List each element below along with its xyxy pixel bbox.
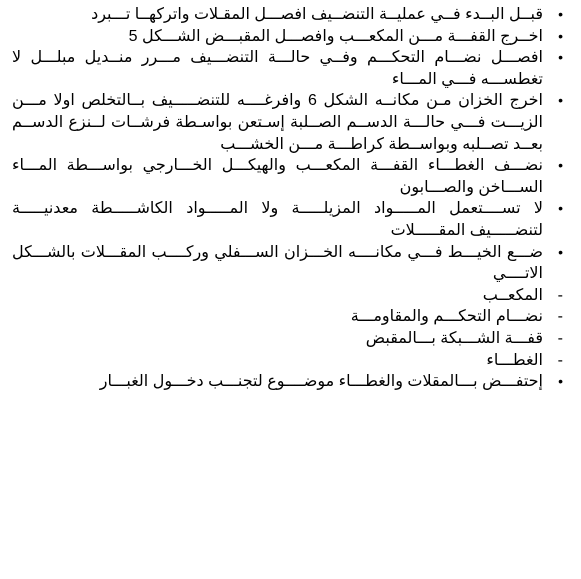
dash-marker: - xyxy=(557,286,563,304)
list-item-text: اخــرج القفـــة مـــن المكعـــب وافصـــل المقبـــض الشـــكل 5 xyxy=(128,27,543,45)
list-item xyxy=(12,242,563,285)
list-item-text: افصـــل نضـــام التحكـــم وفــي حالـــة التنضـــيف مـــرر منــديل مبلـــل لا تغطســـه فـــي المـــاء xyxy=(12,49,544,88)
sub-list-item xyxy=(12,350,563,372)
list-item xyxy=(12,198,563,241)
list-item-text: لا تســــتعمل المـــــواد المزيلـــــة ولا المـــــواد الكاشـــــطة معدنيـــــة لتنضـــــيف المقـــــلات xyxy=(12,200,543,239)
bullet-marker: • xyxy=(558,200,563,217)
bullet-marker: • xyxy=(558,157,563,174)
sub-list-item-text: قفـــة الشـــبكة بـــالمقبض xyxy=(365,329,543,347)
list-item-text: ضـــع الخيـــط فـــي مكانــــه الخـــزان الســـفلي وركــــب المقـــلات بالشـــكل الاتــــي xyxy=(12,243,543,283)
sub-list-item xyxy=(12,306,563,328)
list-item xyxy=(12,371,563,393)
list-item-text: إحتفـــض بـــالمقلات والغطـــاء موضــــوع لتجنـــب دخـــول الغبـــار xyxy=(99,373,543,391)
dash-marker: - xyxy=(557,351,563,369)
bullet-marker: • xyxy=(558,243,563,260)
cleaning-instructions-list xyxy=(12,4,563,393)
list-item xyxy=(12,155,563,198)
bullet-marker: • xyxy=(558,373,563,390)
sub-list-item xyxy=(12,285,563,307)
bullet-marker: • xyxy=(558,92,563,109)
bullet-marker: • xyxy=(558,49,563,66)
list-item-text: قبــل البــدء فــي عمليــة التنضــيف افصـــل المقـلات واتركهــا تـــبرد xyxy=(91,6,543,23)
list-item-text: اخرج الخزان مـن مكانــه الشكل 6 وافرغــــه للتنضـــــيف بــالتخلص اولا مـــن الزيـــت فـــي حالـــة الدســم الصــلبة إسـتعن بواسـطة فرشــات لــنزع الدســم بعــد تصــلبه وبواســطة كراطـــة مـــن الخشـــب xyxy=(12,92,543,153)
dash-marker: - xyxy=(557,308,563,326)
list-item xyxy=(12,47,563,90)
sub-list-item-text: الغطـــاء xyxy=(486,351,543,369)
bullet-marker: • xyxy=(558,6,563,22)
bullet-marker: • xyxy=(558,27,563,44)
list-item xyxy=(12,4,563,26)
dash-marker: - xyxy=(557,329,563,347)
sub-list-item xyxy=(12,328,563,350)
list-item-text: نضـــف الغطـــاء القفـــة المكعـــب والهيكـــل الخـــارجي بواســـطة المـــاء الســـاخن والصـــابون xyxy=(12,157,543,196)
sub-list-item-text: نضـــام التحكـــم والمقاومـــة xyxy=(350,308,543,326)
list-item xyxy=(12,26,563,48)
list-item xyxy=(12,90,563,155)
sub-list-item-text: المكعــب xyxy=(482,286,543,304)
